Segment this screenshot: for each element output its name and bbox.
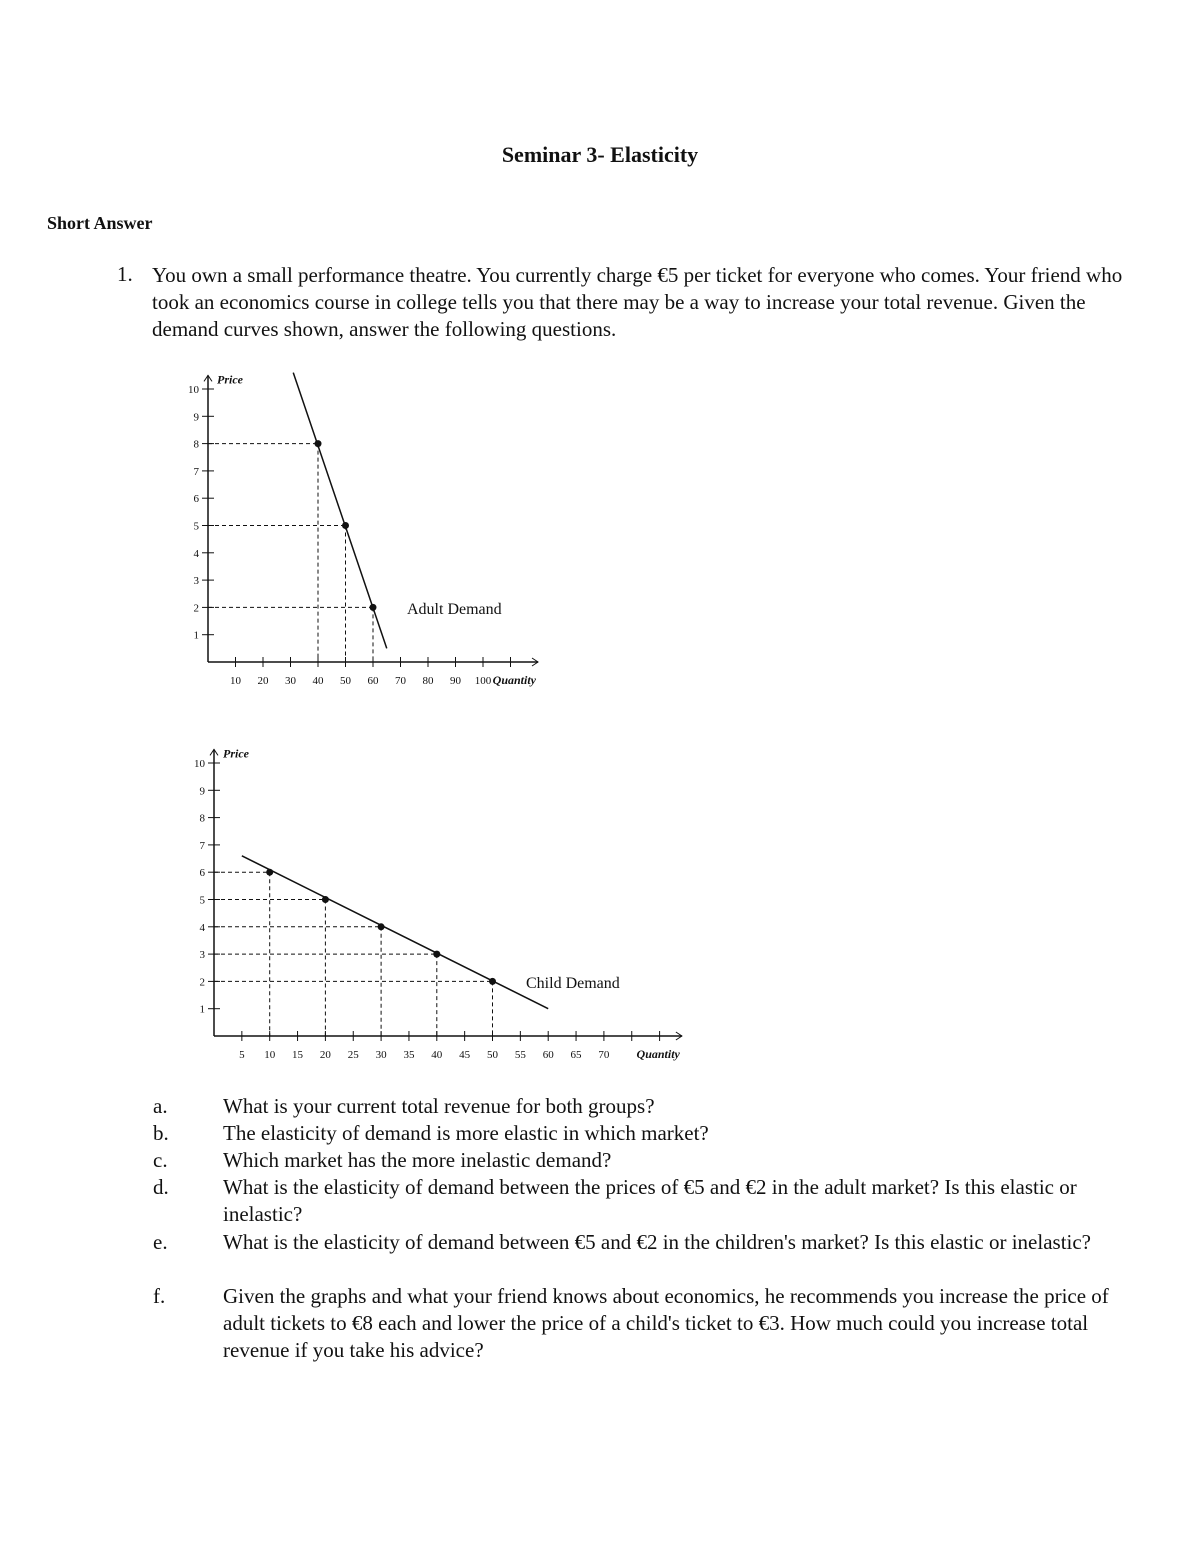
x-tick-label: 50 <box>340 675 351 687</box>
x-tick-label: 25 <box>347 1049 359 1061</box>
x-tick-label: 55 <box>514 1049 526 1061</box>
subquestion-text: Given the graphs and what your friend knows about economics, he recommends you increase the price of adult tickets to €8 each and lower the price of a child's ticket to €3. How much could you increase total revenue if you take his advice? <box>223 1284 1109 1362</box>
y-tick-label: 1 <box>199 1003 205 1016</box>
x-tick-label: 80 <box>422 675 434 687</box>
y-axis-title: Price <box>217 372 243 387</box>
series-label: Adult Demand <box>407 601 502 618</box>
subquestion-text: The elasticity of demand is more elastic in which market? <box>223 1121 709 1145</box>
x-tick-label: 45 <box>459 1049 471 1061</box>
subquestion-letter: d. <box>153 1175 169 1199</box>
section-heading: Short Answer <box>47 213 153 233</box>
subquestion-letter: b. <box>153 1121 169 1145</box>
x-tick-label: 60 <box>367 675 379 687</box>
x-tick-label: 5 <box>239 1049 245 1061</box>
subquestion-text: What is the elasticity of demand between the prices of €5 and €2 in the adult market? Is this elastic or inelastic? <box>223 1175 1077 1226</box>
y-tick-label: 9 <box>199 785 205 798</box>
series-label: Child Demand <box>526 975 620 992</box>
question-text: You own a small performance theatre. You currently charge €5 per ticket for everyone who comes. Your friend who took an economics course in college tells you that there may be a way to increase your total revenue. Given the demand curves shown, answer the following questions. <box>152 263 1123 341</box>
subquestion-text: What is the elasticity of demand between €5 and €2 in the children's market? Is this elastic or inelastic? <box>223 1230 1092 1254</box>
subquestion-letter: e. <box>153 1230 168 1254</box>
y-tick-label: 7 <box>199 839 205 852</box>
x-tick-label: 30 <box>375 1049 387 1061</box>
x-tick-label: 65 <box>570 1049 582 1061</box>
page-title: Seminar 3- Elasticity <box>501 142 699 167</box>
y-axis-title: Price <box>223 746 249 761</box>
question-number: 1. <box>117 262 133 286</box>
y-tick-label: 5 <box>199 894 205 907</box>
x-tick-label: 20 <box>319 1049 331 1061</box>
x-tick-label: 35 <box>403 1049 415 1061</box>
x-axis-title: Quantity <box>492 673 536 687</box>
y-tick-label: 3 <box>199 949 205 962</box>
subquestion-letter: c. <box>153 1148 168 1172</box>
subquestion-letter: f. <box>153 1284 166 1308</box>
x-tick-label: 40 <box>431 1049 443 1061</box>
y-tick-label: 7 <box>193 465 199 478</box>
demand-line <box>242 856 548 1009</box>
x-tick-label: 90 <box>450 675 461 687</box>
x-tick-label: 50 <box>487 1049 498 1061</box>
y-tick-label: 8 <box>199 812 205 825</box>
subquestion-letter: a. <box>153 1094 168 1118</box>
x-tick-label: 70 <box>395 675 406 687</box>
x-tick-label: 70 <box>598 1049 610 1061</box>
x-tick-label: 20 <box>257 675 269 687</box>
y-tick-label: 5 <box>193 520 199 533</box>
x-tick-label: 10 <box>230 675 241 687</box>
y-tick-label: 3 <box>193 575 199 588</box>
y-tick-label: 2 <box>199 976 205 989</box>
x-tick-label: 15 <box>292 1049 304 1061</box>
x-tick-label: 100 <box>474 675 492 687</box>
subquestion-text: Which market has the more inelastic demand? <box>223 1148 612 1172</box>
x-tick-label: 10 <box>264 1049 276 1061</box>
y-tick-label: 6 <box>193 493 199 506</box>
x-tick-label: 40 <box>312 675 324 687</box>
y-tick-label: 10 <box>188 384 199 396</box>
y-tick-label: 4 <box>199 921 205 934</box>
y-tick-label: 10 <box>194 758 205 770</box>
data-point <box>322 896 329 903</box>
data-point <box>266 869 273 876</box>
y-tick-label: 2 <box>193 602 199 615</box>
y-tick-label: 1 <box>193 629 199 642</box>
y-tick-label: 6 <box>199 867 205 880</box>
data-point <box>489 978 496 985</box>
x-tick-label: 30 <box>285 675 296 687</box>
x-tick-label: 60 <box>542 1049 554 1061</box>
y-tick-label: 9 <box>193 411 199 424</box>
x-axis-title: Quantity <box>636 1047 680 1061</box>
data-point <box>378 923 385 930</box>
data-point <box>433 951 440 958</box>
subquestion-text: What is your current total revenue for both groups? <box>223 1094 655 1118</box>
y-tick-label: 4 <box>193 547 199 560</box>
y-tick-label: 8 <box>193 438 199 451</box>
